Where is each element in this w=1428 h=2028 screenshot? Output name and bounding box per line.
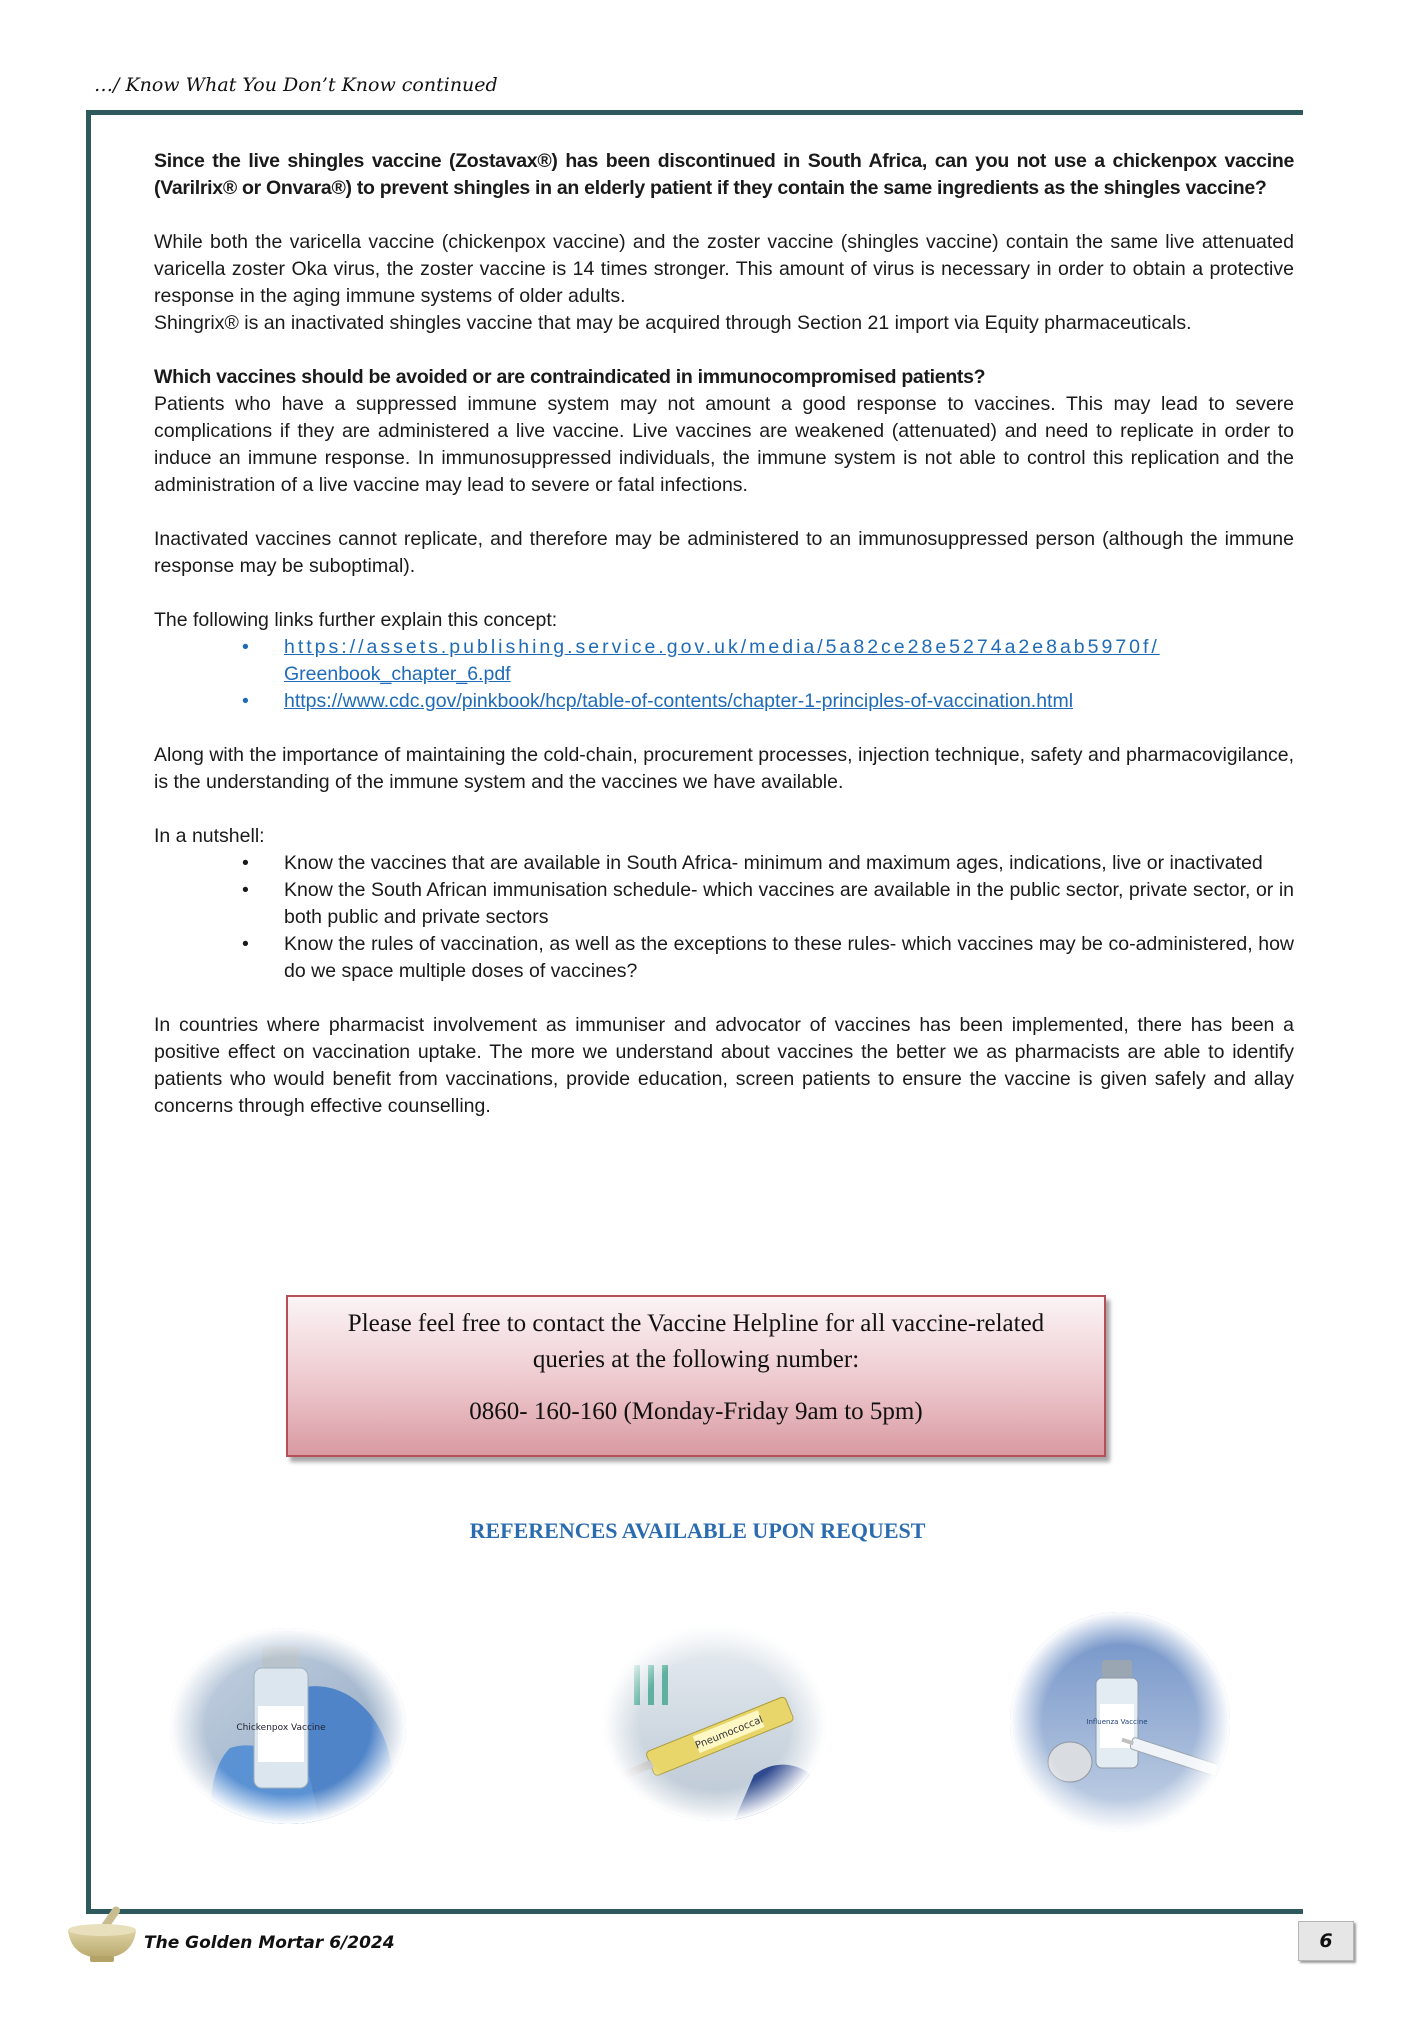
paragraph-suppressed-immune: Patients who have a suppressed immune system may not amount a good response to vaccines. This may lead to severe complications if they are administered a live vaccine. Live vaccines are weakened (attenuated) and need to replicate in order to induce an immune response. In immunosuppressed individuals, the immune system is not able to control this replication and the administration of a live vaccine may lead to severe or fatal infections. <box>154 393 1294 496</box>
frame-bottom-rule <box>86 1909 1303 1914</box>
helpline-line1: Please feel free to contact the Vaccine Helpline for all vaccine-related <box>347 1310 1045 1337</box>
paragraph-nutshell: In a nutshell: <box>154 825 265 847</box>
footer-publication-title: The Golden Mortar 6/2024 <box>144 1933 395 1953</box>
paragraph-shingrix: Shingrix® is an inactivated shingles vaccine that may be acquired through Section 21 import via Equity pharmaceuticals. <box>154 312 1192 334</box>
link-greenbook[interactable] <box>284 636 1160 685</box>
photo-chickenpox-vaccine <box>170 1628 406 1824</box>
paragraph-inactivated: Inactivated vaccines cannot replicate, and therefore may be administered to an immunosuppressed person (although the immune response may be suboptimal). <box>154 528 1294 577</box>
helpline-line2: queries at the following number: <box>532 1346 860 1373</box>
link-greenbook-line2: Greenbook_chapter_6.pdf <box>284 663 511 685</box>
list-item <box>242 634 1294 688</box>
frame-top-rule <box>86 110 1303 115</box>
helpline-phone: 0860- 160-160 (Monday-Friday 9am to 5pm) <box>469 1398 923 1425</box>
bullet-icon: • <box>242 636 249 658</box>
link-cdc-pinkbook[interactable]: https://www.cdc.gov/pinkbook/hcp/table-of-contents/chapter-1-principles-of-vaccination.html <box>284 690 1074 712</box>
references-note: REFERENCES AVAILABLE UPON REQUEST <box>469 1518 926 1543</box>
question-shingles: Since the live shingles vaccine (Zostavax®) has been discontinued in South Africa, can you not use a chickenpox vaccine (Varilrix® or Onvara®) to prevent shingles in an elderly patient if they contain the same ingredients as the shingles vaccine? <box>154 150 1294 199</box>
list-item <box>242 877 1294 931</box>
link-greenbook-line1: https://assets.publishing.service.gov.uk/media/5a82ce28e5274a2e8ab5970f/ <box>284 636 1160 658</box>
list-item <box>242 850 1294 877</box>
list-item <box>242 931 1294 985</box>
bullet-text: Know the vaccines that are available in South Africa- minimum and maximum ages, indications, live or inactivated <box>284 852 1263 874</box>
nutshell-list <box>154 850 1294 985</box>
photo-pneumococcal-syringe <box>604 1625 826 1821</box>
bullet-icon: • <box>242 690 249 712</box>
links-list <box>154 634 1294 715</box>
bullet-icon: • <box>242 852 249 874</box>
paragraph-links-intro: The following links further explain this concept: <box>154 609 558 631</box>
paragraph-pharmacist-involvement: In countries where pharmacist involvement as immuniser and advocator of vaccines has been implemented, there has been a positive effect on vaccination uptake. The more we understand about vaccines the better we as pharmacists are able to identify patients who would benefit from vaccinations, provide education, screen patients to ensure the vaccine is given safely and allay concerns through effective counselling. <box>154 1014 1294 1117</box>
frame-left-rule <box>86 110 91 1914</box>
photo-influenza-vaccine <box>1010 1612 1230 1832</box>
question-immunocompromised: Which vaccines should be avoided or are contraindicated in immunocompromised patients? <box>154 366 986 388</box>
paragraph-varicella: While both the varicella vaccine (chickenpox vaccine) and the zoster vaccine (shingles vaccine) contain the same live attenuated varicella zoster Oka virus, the zoster vaccine is 14 times stronger. This amount of virus is necessary in order to obtain a protective response in the aging immune systems of older adults. <box>154 231 1294 307</box>
bullet-icon: • <box>242 933 249 955</box>
list-item <box>242 688 1294 715</box>
mortar-pestle-icon <box>62 1900 142 1966</box>
bullet-text: Know the rules of vaccination, as well as the exceptions to these rules- which vaccines may be co-administered, how do we space multiple doses of vaccines? <box>284 933 1294 982</box>
bullet-text: Know the South African immunisation schedule- which vaccines are available in the public sector, private sector, or in both public and private sectors <box>284 879 1294 928</box>
paragraph-cold-chain: Along with the importance of maintaining the cold-chain, procurement processes, injection technique, safety and pharmacovigilance, is the understanding of the immune system and the vaccines we have available. <box>154 744 1294 793</box>
page-number: 6 <box>1298 1921 1354 1961</box>
helpline-box <box>286 1295 1106 1457</box>
running-head: …/ Know What You Don’t Know continued <box>94 74 498 96</box>
bullet-icon: • <box>242 879 249 901</box>
article-body <box>154 148 1294 1147</box>
